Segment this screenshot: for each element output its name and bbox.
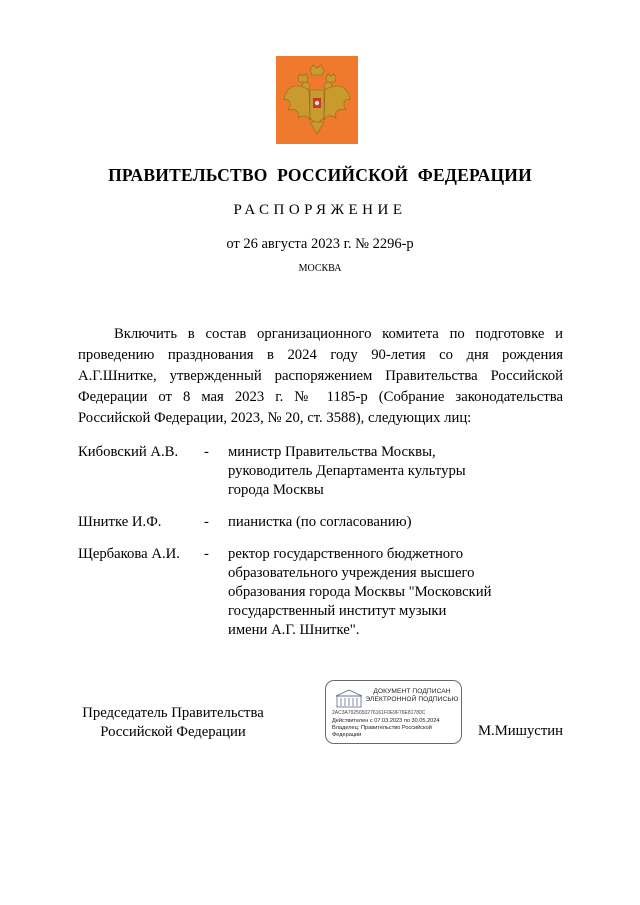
- signer-name: М.Мишустин: [478, 723, 563, 739]
- stamp-owner: Владелец: Правительство Российской Федерации: [332, 725, 432, 738]
- stamp-heading: ДОКУМЕНТ ПОДПИСАН ЭЛЕКТРОННОЙ ПОДПИСЬЮ: [365, 688, 459, 703]
- coat-of-arms-icon: [276, 56, 358, 144]
- person-entry: [78, 513, 578, 533]
- order-paragraph: Включить в состав организационного комитета по подготовке и проведению празднования в 2024 году 90-летия со дня рождения А.Г.Шнитке, утвержденный распоряжением Правительства Российской Федерации от 8 мая 2023 г. № 1185-р (Собрание законодательства Российской Федерации, 2023, № 20, ст. 3588), следующих лиц:: [78, 326, 563, 426]
- person-name: Шнитке И.Ф.: [78, 514, 162, 530]
- organization-title: ПРАВИТЕЛЬСТВО РОССИЙСКОЙ ФЕДЕРАЦИИ: [108, 165, 532, 185]
- person-dash: -: [204, 514, 209, 530]
- stamp-certificate: 2AC3A7925650276161F0E9F76E81780C: [332, 710, 426, 716]
- person-role: министр Правительства Москвы, руководитель Департамента культуры города Москвы: [228, 444, 466, 498]
- coat-of-arms-graphic: [276, 56, 358, 144]
- electronic-signature-stamp: [325, 680, 462, 744]
- stamp-validity: Действителен с 07.03.2023 по 30.05.2024: [332, 718, 440, 724]
- government-building-icon: [334, 687, 364, 709]
- person-dash: -: [204, 546, 209, 562]
- document-city: МОСКВА: [298, 263, 342, 274]
- person-role: ректор государственного бюджетного образовательного учреждения высшего образования города Москвы "Московский государственный институт музыки имени А.Г. Шнитке".: [228, 546, 492, 638]
- person-entry: [78, 443, 578, 503]
- person-dash: -: [204, 444, 209, 460]
- person-name: Кибовский А.В.: [78, 444, 179, 460]
- emblem-rider: [315, 101, 319, 105]
- signatory-title: Председатель Правительства Российской Федерации: [82, 705, 264, 740]
- person-entry: [78, 545, 578, 638]
- document-type: РАСПОРЯЖЕНИЕ: [233, 202, 407, 218]
- document-date-number: от 26 августа 2023 г. № 2296-р: [226, 236, 414, 252]
- person-role: пианистка (по согласованию): [228, 514, 412, 530]
- person-name: Щербакова А.И.: [78, 546, 180, 562]
